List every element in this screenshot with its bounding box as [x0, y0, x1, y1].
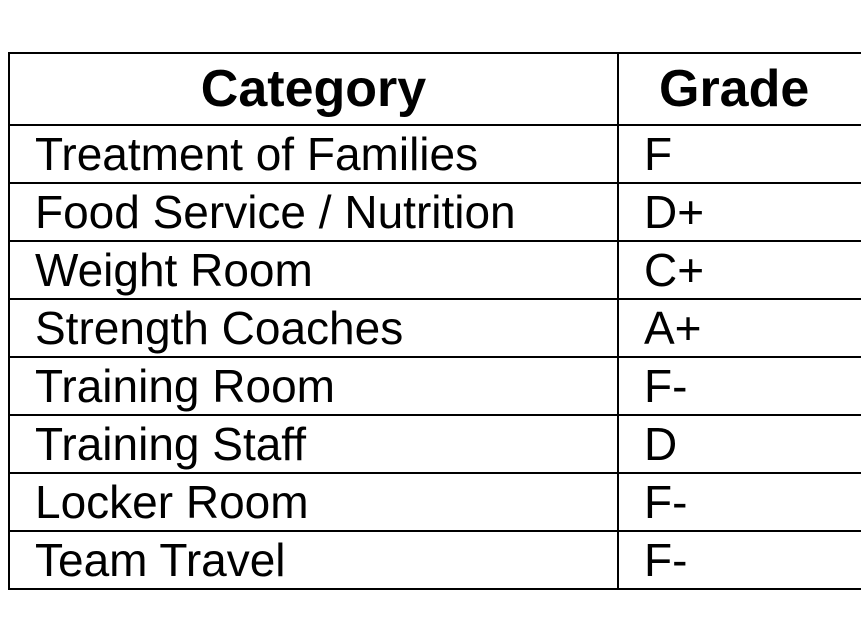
- table-header-row: [9, 53, 861, 125]
- category-column-header: Category: [9, 53, 618, 125]
- grade-cell: C+: [618, 241, 861, 299]
- table-row: [9, 299, 861, 357]
- table-row: [9, 357, 861, 415]
- table-row: [9, 241, 861, 299]
- table-row: [9, 531, 861, 589]
- category-cell: Weight Room: [9, 241, 618, 299]
- grade-cell: D+: [618, 183, 861, 241]
- category-cell: Strength Coaches: [9, 299, 618, 357]
- table-row: [9, 415, 861, 473]
- category-cell: Training Room: [9, 357, 618, 415]
- category-cell: Food Service / Nutrition: [9, 183, 618, 241]
- grade-cell: F-: [618, 357, 861, 415]
- category-cell: Training Staff: [9, 415, 618, 473]
- table-row: [9, 473, 861, 531]
- category-cell: Team Travel: [9, 531, 618, 589]
- grade-column-header: Grade: [618, 53, 861, 125]
- category-cell: Locker Room: [9, 473, 618, 531]
- grade-cell: F-: [618, 473, 861, 531]
- grades-table: [8, 52, 861, 590]
- table-row: [9, 125, 861, 183]
- grade-cell: D: [618, 415, 861, 473]
- grade-cell: A+: [618, 299, 861, 357]
- table-row: [9, 183, 861, 241]
- grade-cell: F-: [618, 531, 861, 589]
- category-cell: Treatment of Families: [9, 125, 618, 183]
- grade-cell: F: [618, 125, 861, 183]
